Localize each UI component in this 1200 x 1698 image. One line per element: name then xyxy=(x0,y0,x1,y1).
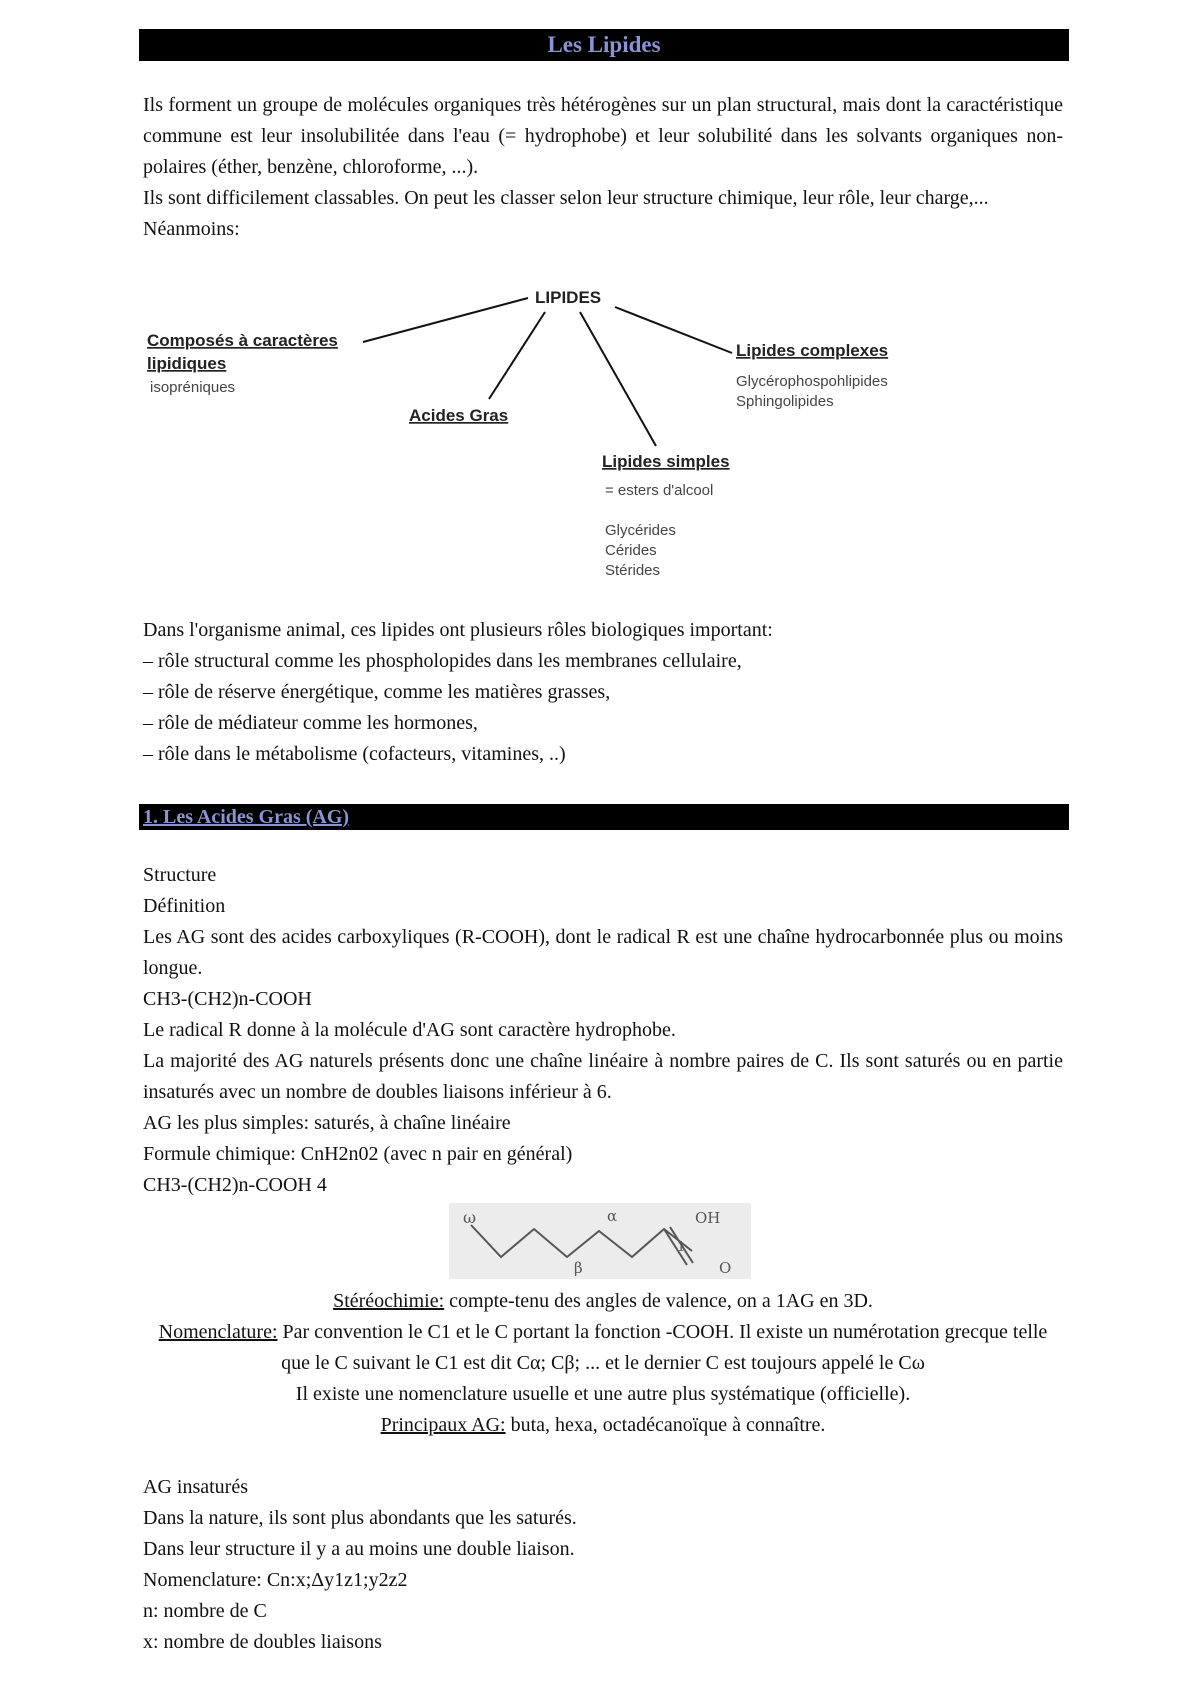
unsaturated-line: x: nombre de doubles liaisons xyxy=(143,1631,382,1653)
principal-fatty-acids-label: Principaux AG: xyxy=(380,1414,506,1436)
fatty-acid-sketch xyxy=(449,1203,751,1279)
unsaturated-line: Nomenclature: Cn:x;Δy1z1;y2z2 xyxy=(143,1569,408,1591)
structure-line: Définition xyxy=(143,895,226,917)
diagram-complex-sub: Sphingolipides xyxy=(736,393,834,410)
stereochemistry-label: Stéréochimie: xyxy=(333,1290,445,1312)
title-banner xyxy=(139,29,1069,61)
stereochemistry-text: compte-tenu des angles de valence, on a 1AG en 3D. xyxy=(444,1290,873,1312)
alpha-label: α xyxy=(607,1207,618,1225)
unsaturated-line: AG insaturés xyxy=(143,1476,248,1498)
carbon-one-label: 1 xyxy=(677,1240,686,1255)
unsaturated-line: Dans la nature, ils sont plus abondants que les saturés. xyxy=(143,1507,577,1529)
structure-line: Les AG sont des acides carboxyliques (R-COOH), dont le radical R est une chaîne hydrocarbonnée plus ou moins longue. xyxy=(143,926,1063,979)
diagram-branch-compounds-label-2: lipidiques xyxy=(147,354,227,373)
structure-line: La majorité des AG naturels présents donc une chaîne linéaire à nombre paires de C. Ils sont saturés ou en partie insaturés avec un nombre de doubles liaisons inférieur à 6. xyxy=(143,1050,1063,1103)
roles-line: – rôle de médiateur comme les hormones, xyxy=(143,712,478,734)
structure-line: CH3-(CH2)n-COOH xyxy=(143,988,312,1010)
oh-label: OH xyxy=(695,1209,721,1227)
structure-line: Structure xyxy=(143,864,217,886)
unsaturated-line: n: nombre de C xyxy=(143,1600,267,1622)
unsaturated-section xyxy=(143,1472,1063,1658)
diagram-branch-compounds-sub: isopréniques xyxy=(150,379,236,396)
roles-section xyxy=(143,615,1063,770)
diagram-simple-sub: = esters d'alcool xyxy=(605,482,714,499)
roles-line: Dans l'organisme animal, ces lipides ont plusieurs rôles biologiques important: xyxy=(143,619,773,641)
nomenclature-section xyxy=(143,1286,1063,1441)
diagram-simple-sub: Stérides xyxy=(605,562,661,579)
beta-label: β xyxy=(574,1259,583,1277)
intro-paragraph: Ils forment un groupe de molécules organiques très hétérogènes sur un plan structural, mais dont la caractéristique commune est leur insolubilitée dans l'eau (= hydrophobe) et leur solubilité dans les solvants organiques non-polaires (éther, benzène, chloroforme, ...). xyxy=(143,94,1063,178)
principal-fatty-acids-text: buta, hexa, octadécanoïque à connaître. xyxy=(505,1414,826,1436)
intro-section xyxy=(143,90,1063,245)
diagram-root-label: LIPIDES xyxy=(535,288,602,307)
diagram-branch-complex-lipids: Lipides complexes xyxy=(736,341,889,360)
diagram-branch-compounds-label: Composés à caractères xyxy=(147,331,338,350)
diagram-simple-sub: Glycérides xyxy=(605,522,676,539)
diagram-branch-fatty-acids: Acides Gras xyxy=(409,406,509,425)
structure-line: Le radical R donne à la molécule d'AG sont caractère hydrophobe. xyxy=(143,1019,676,1041)
stereochemistry-line xyxy=(143,1286,1063,1317)
nomenclature-label: Nomenclature: xyxy=(158,1321,278,1343)
principal-fatty-acids-line xyxy=(143,1410,1063,1441)
structure-line: Formule chimique: CnH2n02 (avec n pair en général) xyxy=(143,1143,573,1165)
diagram-branch-simple-lipids: Lipides simples xyxy=(602,452,730,471)
unsaturated-line: Dans leur structure il y a au moins une double liaison. xyxy=(143,1538,575,1560)
intro-paragraph: Ils sont difficilement classables. On peut les classer selon leur structure chimique, leur rôle, leur charge,... xyxy=(143,187,989,209)
structure-line: CH3-(CH2)n-COOH 4 xyxy=(143,1174,327,1196)
diagram-simple-sub: Cérides xyxy=(605,542,657,559)
omega-label: ω xyxy=(463,1208,477,1227)
section-heading: 1. Les Acides Gras (AG) xyxy=(143,806,350,828)
nomenclature-text: Par convention le C1 et le C portant la fonction -COOH. Il existe un numérotation grecque telle que le C suivant le C1 est dit Cα; Cβ; ... et le dernier C est toujours appelé le Cω xyxy=(277,1321,1048,1374)
page-title: Les Lipides xyxy=(547,32,661,57)
section-banner xyxy=(139,804,1069,830)
roles-line: – rôle dans le métabolisme (cofacteurs, vitamines, ..) xyxy=(143,743,566,765)
nomenclature-line xyxy=(143,1317,1063,1379)
nomenclature-line-2: Il existe une nomenclature usuelle et une autre plus systématique (officielle). xyxy=(295,1383,911,1405)
roles-line: – rôle de réserve énergétique, comme les matières grasses, xyxy=(143,681,611,703)
oxygen-label: O xyxy=(719,1259,732,1277)
roles-line: – rôle structural comme les phospholopides dans les membranes cellulaire, xyxy=(143,650,742,672)
intro-paragraph: Néanmoins: xyxy=(143,218,240,240)
structure-line: AG les plus simples: saturés, à chaîne linéaire xyxy=(143,1112,511,1134)
fatty-acid-chain-drawing xyxy=(449,1203,751,1279)
structure-section xyxy=(143,860,1063,1201)
diagram-complex-sub: Glycérophospohlipides xyxy=(736,373,888,390)
